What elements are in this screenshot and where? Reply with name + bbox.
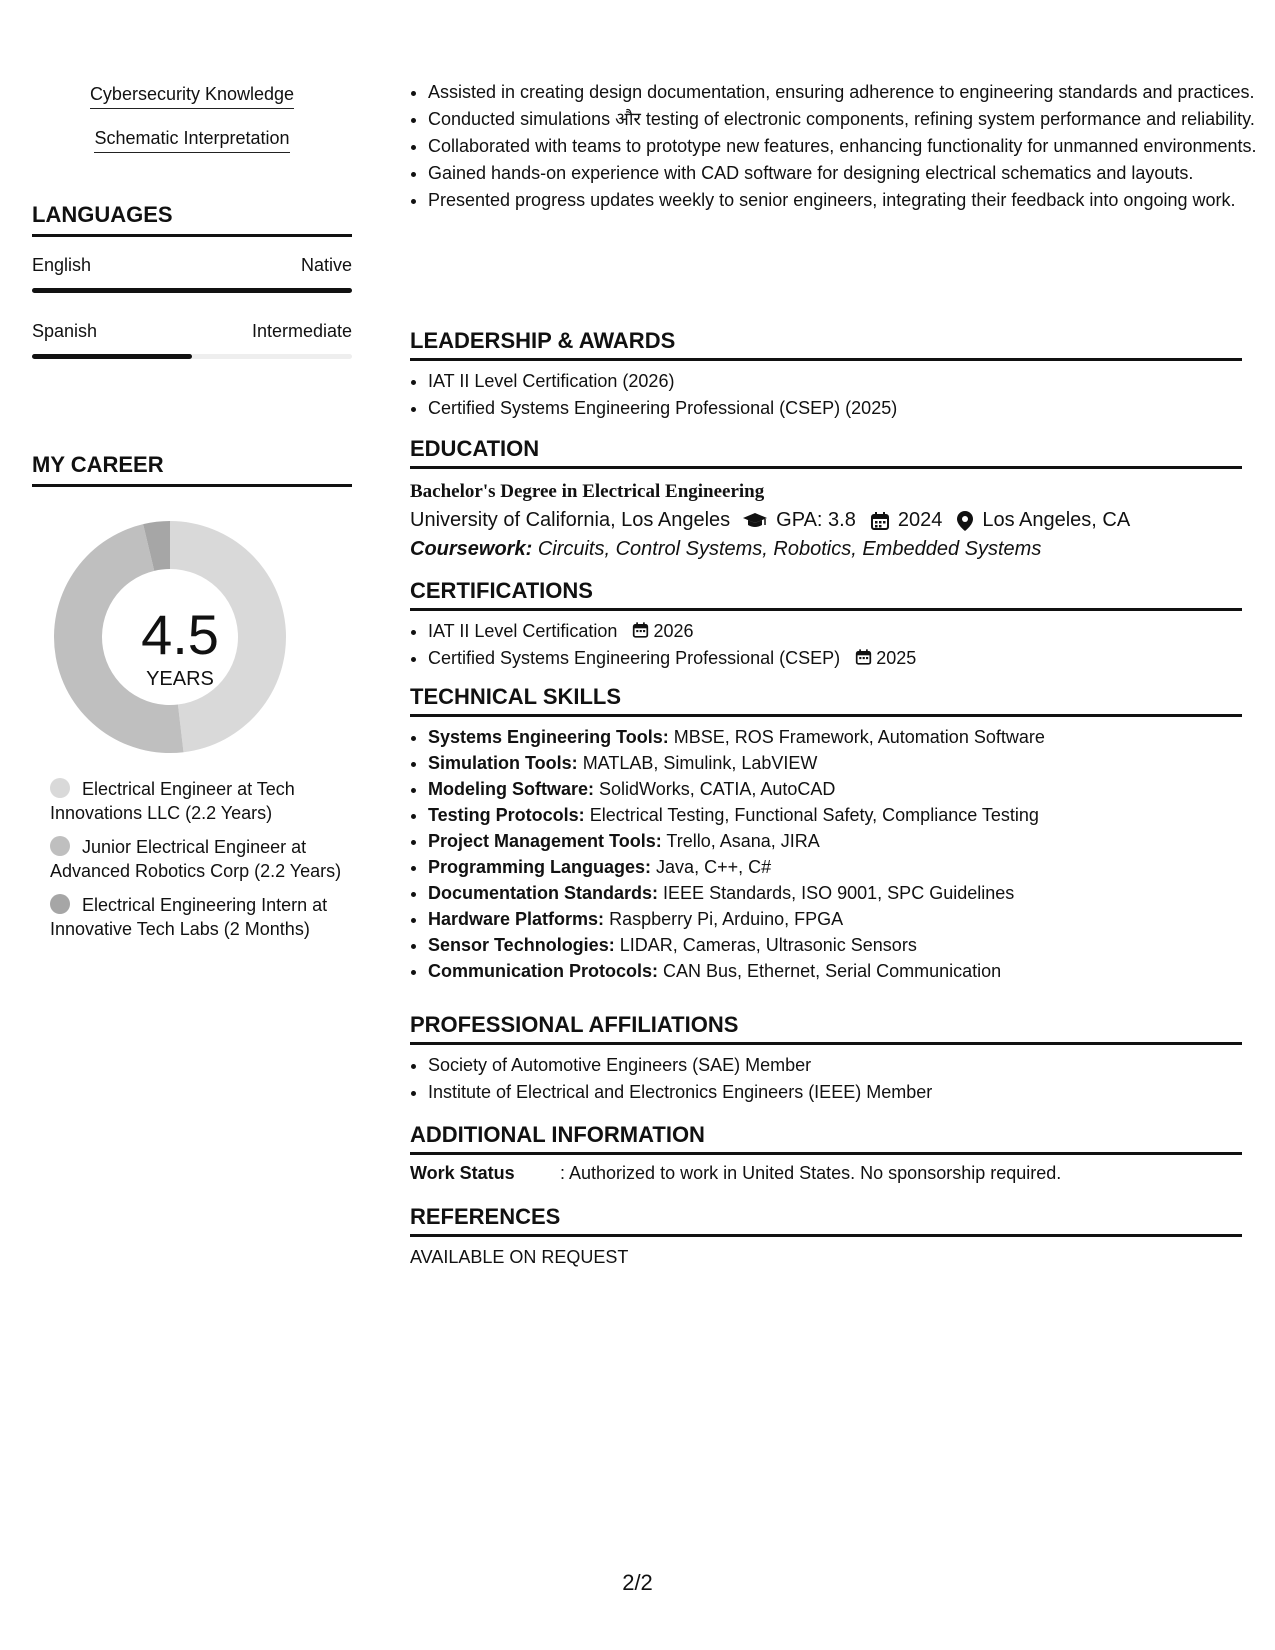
education-heading: EDUCATION — [410, 436, 1242, 469]
language-bar-fill — [32, 354, 192, 359]
coursework — [410, 538, 1242, 561]
work-status-label: Work Status — [410, 1163, 515, 1183]
career-legend-label: Electrical Engineering Intern at Innovative Tech Labs (2 Months) — [50, 895, 328, 939]
technical-skill-value: LIDAR, Cameras, Ultrasonic Sensors — [619, 935, 917, 955]
page-number: 2/2 — [622, 1570, 653, 1595]
certification-name: IAT II Level Certification — [428, 621, 618, 641]
references-text: AVAILABLE ON REQUEST — [410, 1247, 629, 1267]
technical-skill-label: Communication Protocols: — [428, 961, 659, 981]
career-total-value: 4.5 — [141, 603, 219, 666]
languages-section — [32, 202, 352, 359]
technical-skill-value: Trello, Asana, JIRA — [666, 831, 820, 851]
technical-skill-value: MBSE, ROS Framework, Automation Software — [673, 727, 1045, 747]
technical-skill-value: SolidWorks, CATIA, AutoCAD — [599, 779, 836, 799]
language-bar — [32, 288, 352, 293]
school-name: University of California, Los Angeles — [410, 509, 731, 531]
certification-year: 2026 — [653, 621, 694, 641]
career-heading: MY CAREER — [32, 452, 352, 487]
experience-bullet: • Presented progress updates weekly to senior engineers, integrating their feedback into ongoing work. — [428, 188, 1260, 212]
work-status-value: : Authorized to work in United States. No sponsorship required. — [560, 1163, 1062, 1183]
additional-info-section — [410, 1122, 1242, 1184]
certification-item — [428, 619, 1242, 643]
technical-skill-item — [428, 855, 1242, 879]
gpa: GPA: 3.8 — [776, 509, 856, 531]
technical-skill-label: Documentation Standards: — [428, 883, 659, 903]
technical-skill-value: MATLAB, Simulink, LabVIEW — [582, 753, 818, 773]
career-donut-chart — [32, 507, 352, 767]
legend-dot-icon — [50, 894, 70, 914]
technical-skill-label: Testing Protocols: — [428, 805, 585, 825]
certifications-section — [410, 578, 1242, 673]
affiliations-heading: PROFESSIONAL AFFILIATIONS — [410, 1012, 1242, 1045]
technical-skill-label: Sensor Technologies: — [428, 935, 615, 955]
technical-skill-label: Project Management Tools: — [428, 831, 662, 851]
technical-skill-label: Hardware Platforms: — [428, 909, 605, 929]
affiliations-section — [410, 1012, 1242, 1107]
leadership-item: • Certified Systems Engineering Professional (CSEP) (2025) — [428, 396, 1242, 420]
references-section — [410, 1204, 1242, 1268]
technical-skill-label: Simulation Tools: — [428, 753, 578, 773]
technical-skill-value: Electrical Testing, Functional Safety, Compliance Testing — [589, 805, 1039, 825]
education-details — [410, 509, 1242, 532]
coursework-label: Coursework: — [410, 538, 533, 560]
graduation-cap-icon — [742, 511, 768, 531]
career-legend — [32, 777, 352, 941]
leadership-item: • IAT II Level Certification (2026) — [428, 369, 1242, 393]
technical-skill-item — [428, 907, 1242, 931]
experience-bullet: • Gained hands-on experience with CAD software for designing electrical schematics and layouts. — [428, 161, 1260, 185]
work-status-row — [410, 1163, 1242, 1184]
technical-skill-label: Modeling Software: — [428, 779, 594, 799]
technical-skill-item — [428, 829, 1242, 853]
calendar-icon — [855, 648, 872, 666]
experience-bullet: • Collaborated with teams to prototype new features, enhancing functionality for unmanned environments. — [428, 134, 1260, 158]
technical-skill-value: CAN Bus, Ethernet, Serial Communication — [663, 961, 1002, 981]
experience-bullets — [410, 80, 1260, 215]
additional-info-heading: ADDITIONAL INFORMATION — [410, 1122, 1242, 1155]
language-name: English — [32, 255, 92, 275]
skill-item: Cybersecurity Knowledge — [90, 84, 294, 109]
career-legend-item — [32, 835, 352, 883]
technical-skill-value: Raspberry Pi, Arduino, FPGA — [609, 909, 844, 929]
language-name: Spanish — [32, 321, 98, 341]
education-location: Los Angeles, CA — [982, 509, 1131, 531]
leadership-heading: LEADERSHIP & AWARDS — [410, 328, 1242, 361]
experience-bullet: • Assisted in creating design documentation, ensuring adherence to engineering standards and practices. — [428, 80, 1260, 104]
career-total-unit: YEARS — [146, 668, 214, 690]
career-legend-label: Junior Electrical Engineer at Advanced Robotics Corp (2.2 Years) — [50, 837, 342, 881]
language-item — [32, 321, 352, 359]
experience-bullet: • Conducted simulations और testing of electronic components, refining system performance and reliability. — [428, 107, 1260, 131]
skill-item: Schematic Interpretation — [94, 128, 289, 153]
technical-skill-item — [428, 881, 1242, 905]
certification-year: 2025 — [876, 648, 917, 668]
technical-skill-value: Java, C++, C# — [656, 857, 772, 877]
legend-dot-icon — [50, 836, 70, 856]
career-legend-item — [32, 777, 352, 825]
technical-skill-item — [428, 959, 1242, 983]
affiliation-item: • Institute of Electrical and Electronics Engineers (IEEE) Member — [428, 1080, 1242, 1104]
language-level: Native — [300, 255, 352, 275]
references-heading: REFERENCES — [410, 1204, 1242, 1237]
certifications-heading: CERTIFICATIONS — [410, 578, 1242, 611]
coursework-list: Circuits, Control Systems, Robotics, Embedded Systems — [537, 538, 1042, 560]
technical-skill-label: Systems Engineering Tools: — [428, 727, 669, 747]
language-bar — [32, 354, 352, 359]
technical-skill-label: Programming Languages: — [428, 857, 652, 877]
calendar-icon — [870, 511, 890, 531]
graduation-year: 2024 — [897, 509, 943, 531]
location-pin-icon — [956, 510, 974, 532]
degree-title: Bachelor's Degree in Electrical Engineering — [410, 481, 765, 502]
career-section — [32, 452, 352, 951]
leadership-section — [410, 328, 1242, 423]
career-legend-label: Electrical Engineer at Tech Innovations LLC (2.2 Years) — [50, 779, 295, 823]
legend-dot-icon — [50, 778, 70, 798]
technical-skill-item — [428, 725, 1242, 749]
calendar-icon — [632, 621, 649, 639]
certification-name: Certified Systems Engineering Professional (CSEP) — [428, 648, 841, 668]
technical-skills-list — [410, 725, 1242, 983]
language-item — [32, 255, 352, 293]
technical-skills-section — [410, 684, 1242, 985]
languages-heading: LANGUAGES — [32, 202, 352, 237]
technical-skill-item — [428, 777, 1242, 801]
career-legend-item — [32, 893, 352, 941]
language-level: Intermediate — [251, 321, 352, 341]
education-section — [410, 436, 1242, 561]
technical-skill-item — [428, 751, 1242, 775]
certification-item — [428, 646, 1242, 670]
technical-skills-heading: TECHNICAL SKILLS — [410, 684, 1242, 717]
affiliation-item: • Society of Automotive Engineers (SAE) Member — [428, 1053, 1242, 1077]
language-bar-fill — [32, 288, 352, 293]
technical-skill-item — [428, 803, 1242, 827]
technical-skill-item — [428, 933, 1242, 957]
technical-skill-value: IEEE Standards, ISO 9001, SPC Guidelines — [663, 883, 1015, 903]
